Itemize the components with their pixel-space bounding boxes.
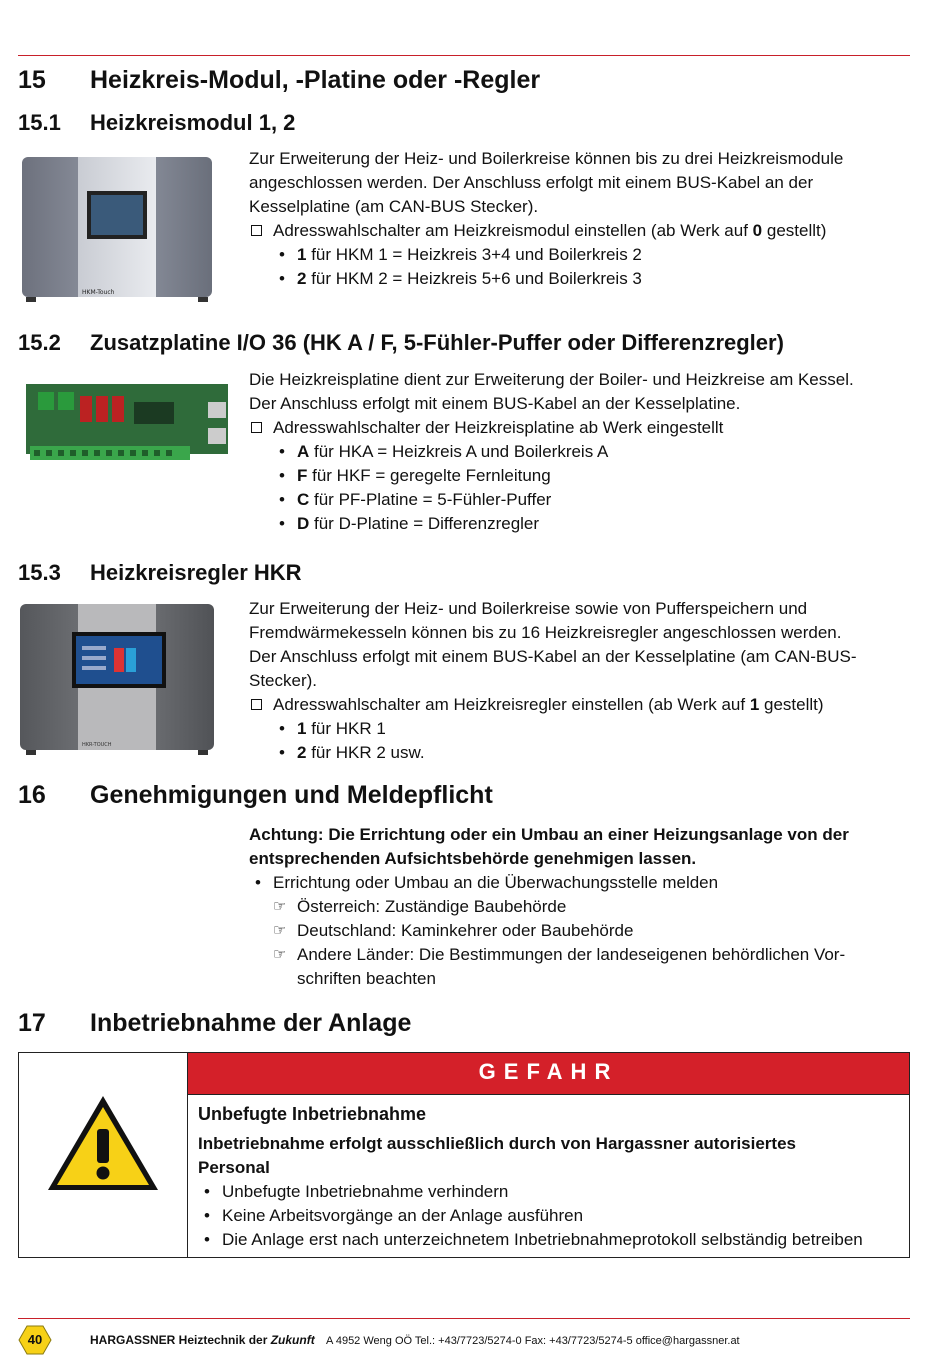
hand-pointer-item: ☞ Deutschland: Kaminkehrer oder Baubehörde xyxy=(249,919,909,943)
top-rule xyxy=(18,55,910,56)
paragraph-line: Zur Erweiterung der Heiz- und Boilerkreise können bis zu drei Heizkreismodule xyxy=(249,149,844,168)
footer-address: A 4952 Weng OÖ Tel.: +43/7723/5274-0 Fax: +43/7723/5274-5 office@hargassner.at xyxy=(326,1335,740,1347)
list-item: • 1 für HKM 1 = Heizkreis 3+4 und Boilerkreis 2 xyxy=(249,243,909,267)
warning-line: Achtung: Die Errichtung oder ein Umbau an einer Heizungsanlage von der xyxy=(249,825,849,844)
footer-brand-italic: Zukunft xyxy=(270,1333,315,1347)
danger-title: Unbefugte Inbetriebnahme xyxy=(198,1104,427,1124)
device-label: HKM-Touch xyxy=(82,289,115,296)
section-15-3-text xyxy=(249,597,909,765)
list-item: • 2 für HKR 2 usw. xyxy=(249,741,909,765)
danger-icon-cell xyxy=(19,1053,188,1257)
section-number: 17 xyxy=(18,1009,46,1037)
paragraph-line: Der Anschluss erfolgt mit einem BUS-Kabel an der Kesselplatine. xyxy=(249,394,741,413)
section-title: Heizkreis-Modul, -Platine oder -Regler xyxy=(90,66,541,94)
hand-pointer-item: ☞ Andere Länder: Die Bestimmungen der landeseigenen behördlichen Vor- xyxy=(249,943,909,967)
section-15-1-heading xyxy=(18,110,295,136)
hkr-touch-photo xyxy=(18,602,216,763)
paragraph-line: Kesselplatine (am CAN-BUS Stecker). xyxy=(249,197,539,216)
paragraph-line: Zur Erweiterung der Heiz- und Boilerkreise sowie von Pufferspeichern und xyxy=(249,599,808,618)
section-number: 15.1 xyxy=(18,110,61,135)
list-item: • Keine Arbeitsvorgänge an der Anlage ausführen xyxy=(198,1204,901,1228)
hkm-touch-photo xyxy=(20,155,214,308)
section-16-text xyxy=(249,823,909,991)
paragraph-line: Der Anschluss erfolgt mit einem BUS-Kabel an der Kesselplatine (am CAN-BUS- xyxy=(249,647,857,666)
page-number: 40 xyxy=(27,1332,43,1347)
section-number: 15.2 xyxy=(18,330,61,355)
footer-text xyxy=(90,1333,740,1347)
list-item: • 2 für HKM 2 = Heizkreis 5+6 und Boilerkreis 3 xyxy=(249,267,909,291)
section-title: Heizkreismodul 1, 2 xyxy=(90,110,296,135)
warning-line: entsprechenden Aufsichtsbehörde genehmigen lassen. xyxy=(249,849,697,868)
danger-bold-line: Personal xyxy=(198,1158,270,1177)
section-15-heading xyxy=(18,66,540,95)
section-15-3-heading xyxy=(18,560,302,586)
list-item: • Die Anlage erst nach unterzeichnetem Inbetriebnahmeprotokoll selbständig betreiben xyxy=(198,1228,901,1252)
section-number: 15 xyxy=(18,66,46,94)
list-item: • C für PF-Platine = 5-Fühler-Puffer xyxy=(249,488,909,512)
section-15-2-heading xyxy=(18,330,784,356)
checkbox-item: Adresswahlschalter am Heizkreisregler einstellen (ab Werk auf 1 gestellt) xyxy=(249,693,909,717)
danger-bold-line: Inbetriebnahme erfolgt ausschließlich durch von Hargassner autorisiertes xyxy=(198,1134,796,1153)
section-number: 15.3 xyxy=(18,560,61,585)
paragraph-line: Stecker). xyxy=(249,671,318,690)
list-item: • F für HKF = geregelte Fernleitung xyxy=(249,464,909,488)
danger-header: GEFAHR xyxy=(188,1053,909,1095)
list-item: • D für D-Platine = Differenzregler xyxy=(249,512,909,536)
page-number-badge xyxy=(18,1325,52,1355)
checkbox-item: Adresswahlschalter am Heizkreismodul einstellen (ab Werk auf 0 gestellt) xyxy=(249,219,909,243)
danger-box xyxy=(18,1052,910,1258)
section-title: Zusatzplatine I/O 36 (HK A / F, 5-Fühler-Puffer oder Differenzregler) xyxy=(90,330,784,355)
danger-body xyxy=(198,1102,901,1252)
device-label: HKR-TOUCH xyxy=(82,742,112,748)
bottom-rule xyxy=(18,1318,910,1319)
paragraph-line: Fremdwärmekesseln können bis zu 16 Heizkreisregler angeschlossen werden. xyxy=(249,623,842,642)
list-item-continuation: schriften beachten xyxy=(297,969,436,988)
section-number: 16 xyxy=(18,781,46,809)
section-title: Inbetriebnahme der Anlage xyxy=(90,1009,412,1037)
section-17-heading xyxy=(18,1009,411,1038)
list-item: • Unbefugte Inbetriebnahme verhindern xyxy=(198,1180,901,1204)
list-item: • A für HKA = Heizkreis A und Boilerkreis A xyxy=(249,440,909,464)
paragraph-line: Die Heizkreisplatine dient zur Erweiterung der Boiler- und Heizkreise am Kessel. xyxy=(249,370,854,389)
list-item: • 1 für HKR 1 xyxy=(249,717,909,741)
section-15-1-text xyxy=(249,147,909,291)
section-title: Genehmigungen und Meldepflicht xyxy=(90,781,493,809)
warning-triangle-icon xyxy=(45,1093,161,1193)
list-item: • Errichtung oder Umbau an die Überwachungsstelle melden xyxy=(249,871,909,895)
hand-pointer-item: ☞ Österreich: Zuständige Baubehörde xyxy=(249,895,909,919)
checkbox-item: Adresswahlschalter der Heizkreisplatine ab Werk eingestellt xyxy=(249,416,909,440)
section-title: Heizkreisregler HKR xyxy=(90,560,302,585)
io36-board-photo xyxy=(22,372,232,475)
footer-brand: HARGASSNER Heiztechnik der xyxy=(90,1333,271,1347)
paragraph-line: angeschlossen werden. Der Anschluss erfolgt mit einem BUS-Kabel an der xyxy=(249,173,814,192)
section-16-heading xyxy=(18,781,493,810)
section-15-2-text xyxy=(249,368,909,536)
